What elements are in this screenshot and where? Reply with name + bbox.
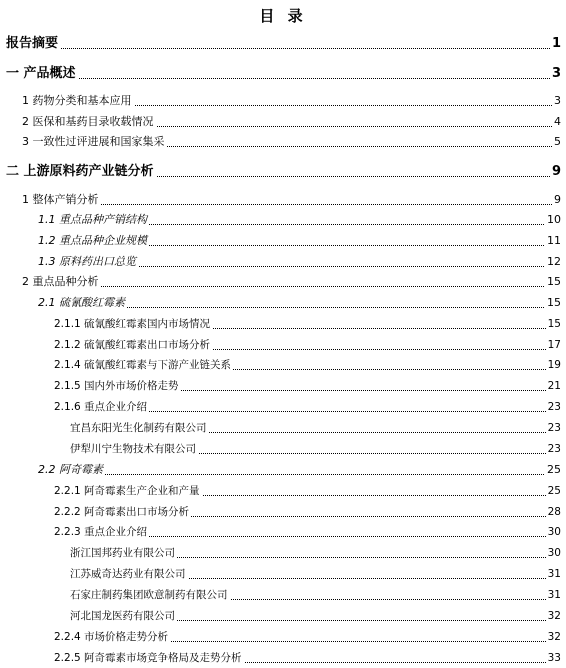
toc-leader-dots	[22, 286, 552, 287]
toc-entry-label: 2.1.5 国内外市场价格走势	[54, 376, 181, 396]
toc-page-number: 4	[552, 112, 561, 132]
toc-page-number: 9	[552, 190, 561, 210]
toc-entry-label: 2.1.2 硫氰酸红霉素出口市场分析	[54, 335, 212, 355]
toc-page-number: 23	[546, 439, 561, 459]
toc-page-number: 32	[546, 627, 561, 647]
toc-entry[interactable]	[0, 335, 566, 355]
toc-leader-dots	[38, 474, 552, 475]
toc-entry-label: 2.1.1 硫氰酸红霉素国内市场情况	[54, 314, 212, 334]
toc-entry[interactable]	[0, 606, 566, 626]
toc-entry[interactable]	[0, 460, 566, 480]
toc-page-number: 3	[550, 64, 561, 84]
toc-entry[interactable]	[0, 376, 566, 396]
toc-entry[interactable]	[0, 543, 566, 563]
toc-entry[interactable]	[0, 162, 566, 182]
toc-entry[interactable]	[0, 502, 566, 522]
toc-leader-dots	[22, 204, 552, 205]
toc-entry[interactable]	[0, 648, 566, 668]
toc-entry-label: 1 整体产销分析	[22, 190, 101, 210]
toc-entry-label: 2.1 硫氰酸红霉素	[38, 293, 127, 313]
toc-entry[interactable]	[0, 585, 566, 605]
toc-page-number: 12	[545, 252, 561, 272]
toc-entry-label: 2.2.5 阿奇霉素市场竞争格局及走势分析	[54, 648, 244, 668]
toc-leader-dots	[6, 48, 552, 49]
toc-entry-label: 一 产品概述	[6, 64, 78, 84]
toc-page-number: 15	[546, 314, 561, 334]
toc-page-number: 11	[545, 231, 561, 251]
toc-entry[interactable]	[0, 34, 566, 54]
toc-page-number: 30	[546, 522, 561, 542]
toc-page-number: 5	[552, 132, 561, 152]
toc-page-number: 28	[546, 502, 561, 522]
toc-leader-dots	[6, 78, 552, 79]
toc-entry-label: 2.1.6 重点企业介绍	[54, 397, 149, 417]
toc-page-number: 15	[545, 272, 561, 292]
toc-entry-label: 浙江国邦药业有限公司	[70, 543, 177, 563]
toc-entry-label: 2 重点品种分析	[22, 272, 101, 292]
toc-entry-label: 2.2.2 阿奇霉素出口市场分析	[54, 502, 191, 522]
toc-entry[interactable]	[0, 564, 566, 584]
toc-page-number: 30	[546, 543, 561, 563]
toc-page-number: 31	[546, 564, 561, 584]
toc-entry[interactable]	[0, 210, 566, 230]
toc-entry-label: 3 一致性过评进展和国家集采	[22, 132, 167, 152]
toc-page-number: 25	[545, 460, 561, 480]
toc-page-number: 33	[546, 648, 561, 668]
toc-entry-label: 石家庄制药集团欧意制药有限公司	[70, 585, 230, 605]
toc-entry[interactable]	[0, 522, 566, 542]
toc-page-number: 1	[550, 34, 561, 54]
toc-entry-label: 2 医保和基药目录收载情况	[22, 112, 156, 132]
toc-entry[interactable]	[0, 231, 566, 251]
toc-entry[interactable]	[0, 132, 566, 152]
toc-entry-label: 伊犁川宁生物技术有限公司	[70, 439, 198, 459]
toc-entry-label: 2.2 阿奇霉素	[38, 460, 105, 480]
toc-page-number: 3	[552, 91, 561, 111]
toc-page-number: 19	[546, 355, 561, 375]
toc-entry-label: 1.2 重点品种企业规模	[38, 231, 149, 251]
toc-entry-label: 河北国龙医药有限公司	[70, 606, 177, 626]
toc-page-number: 15	[545, 293, 561, 313]
toc-entry[interactable]	[0, 91, 566, 111]
toc-entry-label: 二 上游原料药产业链分析	[6, 162, 156, 182]
toc-entry[interactable]	[0, 272, 566, 292]
toc-page-number: 32	[546, 606, 561, 626]
toc-entry[interactable]	[0, 397, 566, 417]
toc-page-number: 9	[550, 162, 561, 182]
toc-page-number: 25	[546, 481, 561, 501]
toc-entry-label: 1.3 原料药出口总览	[38, 252, 138, 272]
toc-entry[interactable]	[0, 355, 566, 375]
toc-entry-label: 1 药物分类和基本应用	[22, 91, 134, 111]
toc-entry-label: 2.2.4 市场价格走势分析	[54, 627, 170, 647]
toc-page-number: 23	[546, 397, 561, 417]
toc-page-number: 23	[546, 418, 561, 438]
toc-entry[interactable]	[0, 481, 566, 501]
toc-entry[interactable]	[0, 112, 566, 132]
toc-entry[interactable]	[0, 314, 566, 334]
toc-entry[interactable]	[0, 439, 566, 459]
toc-page-number: 17	[546, 335, 561, 355]
toc-page-number: 21	[546, 376, 561, 396]
toc-entry-label: 报告摘要	[6, 34, 60, 54]
toc-entry-label: 2.2.3 重点企业介绍	[54, 522, 149, 542]
toc-entry[interactable]	[0, 627, 566, 647]
toc-page-number: 10	[545, 210, 561, 230]
toc-entry[interactable]	[0, 252, 566, 272]
toc-entry[interactable]	[0, 64, 566, 84]
toc-entry[interactable]	[0, 190, 566, 210]
toc-entry-label: 2.2.1 阿奇霉素生产企业和产量	[54, 481, 202, 501]
toc-entry-label: 2.1.4 硫氰酸红霉素与下游产业链关系	[54, 355, 233, 375]
toc-entry-label: 宜昌东阳光生化制药有限公司	[70, 418, 209, 438]
toc-page-number: 31	[546, 585, 561, 605]
toc-entry[interactable]	[0, 418, 566, 438]
toc-title: 目 录	[259, 7, 307, 25]
toc-entry-label: 1.1 重点品种产销结构	[38, 210, 149, 230]
toc-entry-label: 江苏威奇达药业有限公司	[70, 564, 188, 584]
toc-entry[interactable]	[0, 293, 566, 313]
